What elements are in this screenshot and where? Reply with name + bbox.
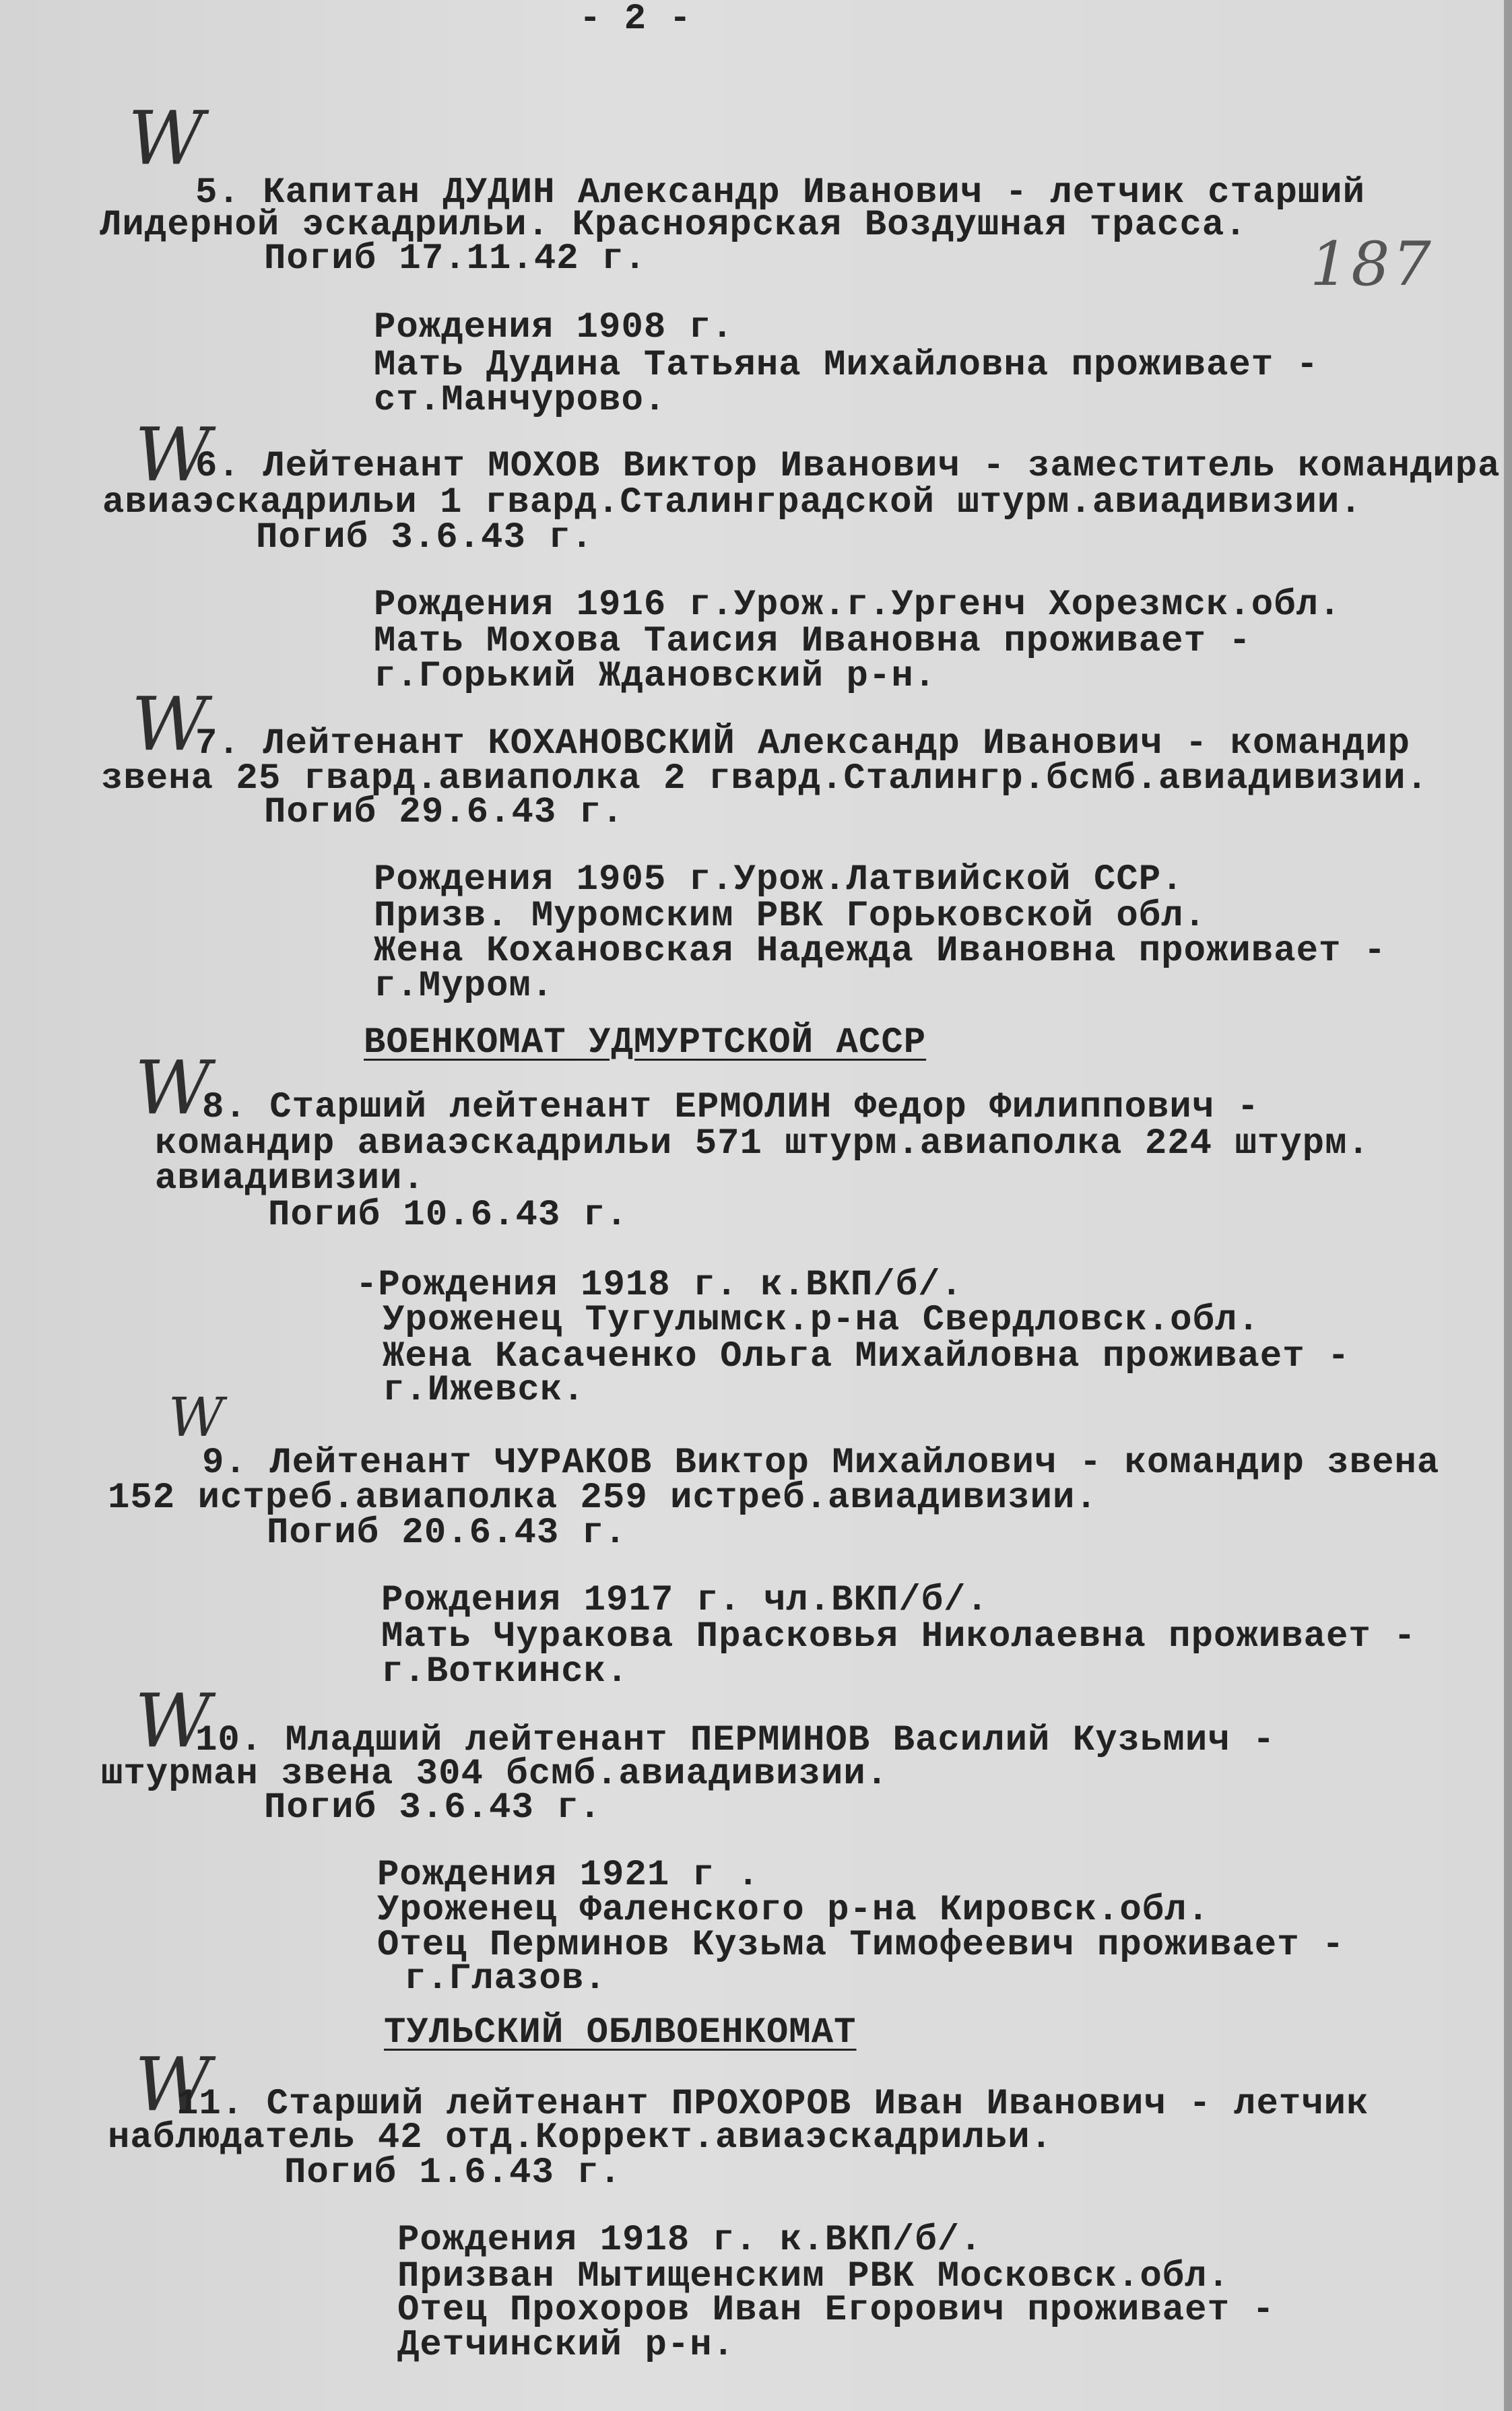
entry-line: Погиб 29.6.43 г.	[264, 792, 624, 833]
entry-line: Рождения 1917 г. чл.ВКП/б/.	[381, 1580, 989, 1621]
entry-line: Погиб 20.6.43 г.	[267, 1513, 627, 1554]
entry-line: Детчинский р-н.	[397, 2325, 735, 2366]
entry-line: Мать Мохова Таисия Ивановна проживает -	[374, 621, 1251, 662]
page-edge	[1504, 0, 1512, 2411]
check-mark-icon: W	[135, 411, 211, 498]
entry-line: Отец Перминов Кузьма Тимофеевич проживает -	[377, 1925, 1345, 1966]
entry-line: 9. Лейтенант ЧУРАКОВ Виктор Михайлович - командир звена	[202, 1443, 1440, 1484]
entry-line: командир авиаэскадрильи 571 штурм.авиаполка 224 штурм.	[155, 1123, 1370, 1164]
entry-line: Рождения 1905 г.Урож.Латвийской ССР.	[374, 859, 1184, 900]
entry-line: Погиб 3.6.43 г.	[256, 517, 594, 558]
entry-line: Жена Касаченко Ольга Михайловна проживает -	[383, 1336, 1350, 1377]
entry-line: Уроженец Фаленского р-на Кировск.обл.	[377, 1890, 1210, 1931]
entry-line: авиаэскадрильи 1 гвард.Сталинградской штурм.авиадивизии.	[102, 482, 1362, 523]
check-mark-icon: W	[131, 681, 208, 767]
entry-line: г.Глазов.	[404, 1958, 607, 2000]
entry-line: 7. Лейтенант КОХАНОВСКИЙ Александр Иванович - командир	[195, 723, 1410, 764]
entry-line: Лидерной эскадрильи. Красноярская Воздушная трасса.	[100, 205, 1247, 246]
entry-line: г.Муром.	[374, 966, 554, 1007]
page-number: - 2 -	[579, 0, 692, 40]
entry-line: Жена Кохановская Надежда Ивановна проживает -	[374, 931, 1387, 972]
entry-line: Рождения 1908 г.	[374, 307, 734, 348]
entry-line: Призв. Муромским РВК Горьковской обл.	[374, 896, 1206, 937]
entry-line: штурман звена 304 бсмб.авиадивизии.	[101, 1754, 889, 1795]
entry-line: Погиб 17.11.42 г.	[264, 238, 647, 279]
entry-line: Рождения 1916 г.Урож.г.Ургенч Хорезмск.обл.	[374, 585, 1342, 626]
entry-line: Погиб 1.6.43 г.	[284, 2152, 622, 2193]
section-heading: ВОЕНКОМАТ УДМУРТСКОЙ АССР	[364, 1022, 927, 1063]
entry-line: звена 25 гвард.авиаполка 2 гвард.Сталингр.бсмб.авиадивизии.	[101, 758, 1428, 799]
entry-line: Рождения 1921 г .	[377, 1855, 760, 1896]
entry-line: г.Воткинск.	[381, 1651, 629, 1692]
entry-line: Рождения 1918 г. к.ВКП/б/.	[397, 2220, 983, 2261]
entry-line: -Рождения 1918 г. к.ВКП/б/.	[356, 1265, 963, 1306]
section-heading: ТУЛЬСКИЙ ОБЛВОЕНКОМАТ	[384, 2012, 857, 2053]
entry-line: Призван Мытищенским РВК Московск.обл.	[397, 2256, 1230, 2297]
entry-line: 6. Лейтенант МОХОВ Виктор Иванович - заместитель командира	[195, 446, 1501, 487]
entry-line: ст.Манчурово.	[374, 380, 667, 421]
entry-line: Уроженец Тугулымск.р-на Свердловск.обл.	[383, 1300, 1260, 1341]
entry-line: 8. Старший лейтенант ЕРМОЛИН Федор Филиппович -	[202, 1087, 1260, 1128]
entry-line: Погиб 3.6.43 г.	[264, 1787, 602, 1828]
check-mark-icon: W	[168, 1386, 224, 1449]
check-mark-icon: W	[135, 1678, 211, 1764]
entry-line: наблюдатель 42 отд.Коррект.авиаэскадрильи.	[108, 2117, 1053, 2158]
entry-line: авиадивизии.	[155, 1158, 425, 1199]
entry-line: 11. Старший лейтенант ПРОХОРОВ Иван Иванович - летчик	[176, 2084, 1369, 2125]
entry-line: 152 истреб.авиаполка 259 истреб.авиадивизии.	[108, 1478, 1098, 1519]
entry-line: г.Ижевск.	[383, 1370, 585, 1411]
entry-line: 10. Младший лейтенант ПЕРМИНОВ Василий Кузьмич -	[195, 1720, 1276, 1761]
entry-line: Мать Дудина Татьяна Михайловна проживает -	[374, 345, 1319, 386]
entry-line: г.Горький Ждановский р-н.	[374, 656, 937, 697]
entry-line: Погиб 10.6.43 г.	[268, 1195, 628, 1236]
entry-line: Мать Чуракова Прасковья Николаевна проживает -	[381, 1616, 1416, 1657]
check-mark-icon: W	[135, 1045, 211, 1131]
check-mark-icon: W	[128, 95, 205, 181]
entry-line: 5. Капитан ДУДИН Александр Иванович - летчик старший	[195, 172, 1366, 213]
check-mark-icon: W	[135, 2041, 211, 2127]
archive-number: 187	[1310, 229, 1434, 300]
entry-line: Отец Прохоров Иван Егорович проживает -	[397, 2290, 1275, 2331]
